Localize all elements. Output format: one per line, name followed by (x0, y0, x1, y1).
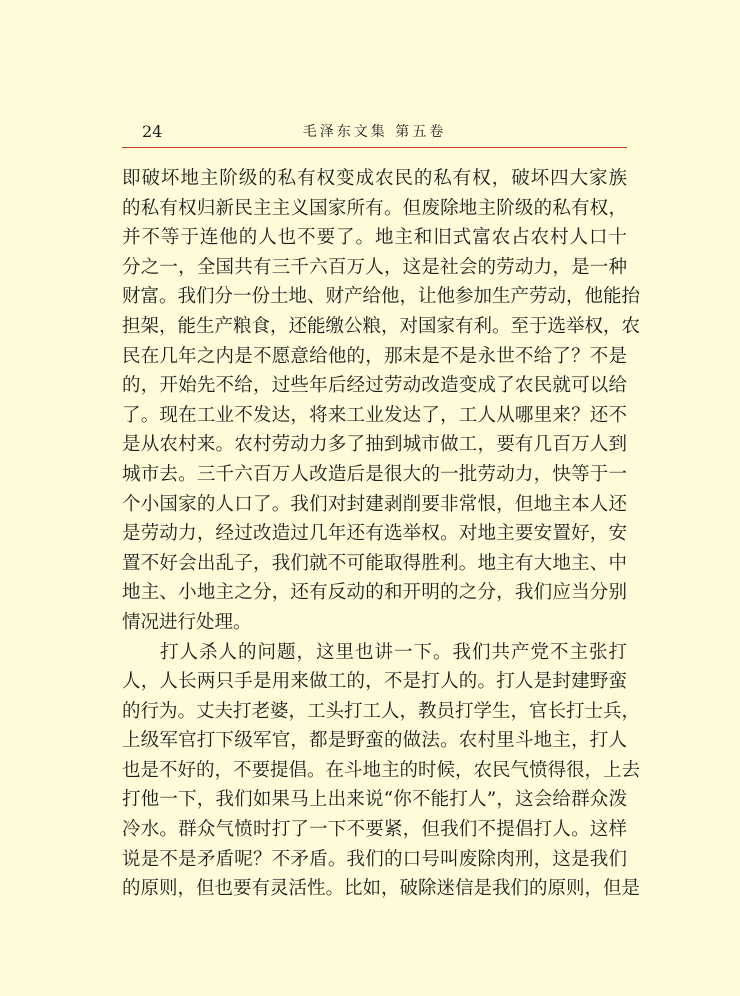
header-divider (122, 147, 627, 148)
paragraph-start-line: 打人杀人的问题，这里也讲一下。我们共产党不主张打 (160, 641, 627, 663)
text-line: 情况进行处理。 (122, 611, 252, 633)
text-line: 的私有权归新民主主义国家所有。但废除地主阶级的私有权， (122, 197, 627, 219)
text-line: 冷水。群众气愤时打了一下不要紧，但我们不提倡打人。这样 (122, 819, 627, 841)
text-line: 城市去。三千六百万人改造后是很大的一批劳动力，快等于一 (122, 463, 627, 485)
text-line: 说是不是矛盾呢？不矛盾。我们的口号叫废除肉刑，这是我们 (122, 848, 627, 870)
text-line: 是从农村来。农村劳动力多了抽到城市做工，要有几百万人到 (122, 434, 627, 456)
running-title: 毛泽东文集 第五卷 (302, 124, 447, 140)
text-line: 置不好会出乱子，我们就不可能取得胜利。地主有大地主、中 (122, 552, 627, 574)
text-line: 并不等于连他的人也不要了。地主和旧式富农占农村人口十 (122, 227, 627, 249)
page-number: 24 (142, 122, 163, 141)
page-header (122, 118, 627, 148)
text-line: 是劳动力，经过改造过几年还有选举权。对地主要安置好，安 (122, 523, 627, 545)
text-line: 也是不好的，不要提倡。在斗地主的时候，农民气愤得很，上去 (122, 759, 641, 781)
text-line: 民在几年之内是不愿意给他的，那末是不是永世不给了？不是 (122, 345, 627, 367)
text-line: 的原则，但也要有灵活性。比如，破除迷信是我们的原则，但是 (122, 878, 641, 900)
text-line: 的行为。丈夫打老婆，工头打工人，教员打学生，官长打士兵， (122, 700, 641, 722)
text-line: 的，开始先不给，过些年后经过劳动改造变成了农民就可以给 (122, 375, 627, 397)
body-text (122, 164, 641, 904)
text-line: 个小国家的人口了。我们对封建剥削要非常恨，但地主本人还 (122, 493, 627, 515)
text-line: 即破坏地主阶级的私有权变成农民的私有权，破坏四大家族 (122, 168, 627, 189)
text-line: 上级军官打下级军官，都是野蛮的做法。农村里斗地主，打人 (122, 730, 627, 752)
text-line: 人，人长两只手是用来做工的，不是打人的。打人是封建野蛮 (122, 671, 627, 693)
text-line: 财富。我们分一份土地、财产给他，让他参加生产劳动，他能抬 (122, 286, 641, 308)
text-line: 地主、小地主之分，还有反动的和开明的之分，我们应当分别 (122, 582, 627, 604)
text-line: 打他一下，我们如果马上出来说“你不能打人”，这会给群众泼 (122, 789, 627, 811)
text-line: 担架，能生产粮食，还能缴公粮，对国家有利。至于选举权，农 (122, 315, 641, 337)
text-line: 了。现在工业不发达，将来工业发达了，工人从哪里来？还不 (122, 404, 627, 426)
text-line: 分之一，全国共有三千六百万人，这是社会的劳动力，是一种 (122, 256, 627, 278)
